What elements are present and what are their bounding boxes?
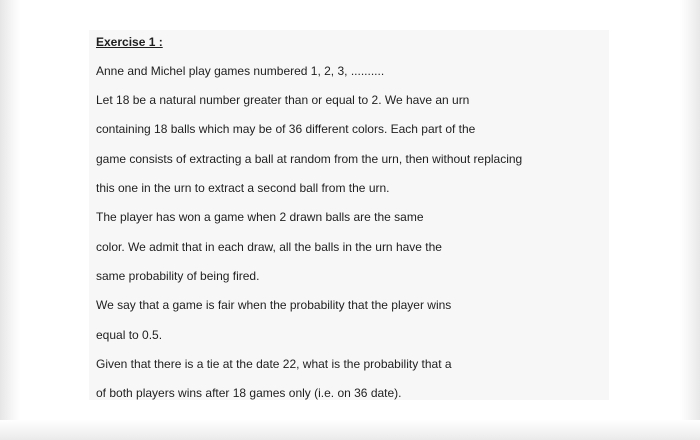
page-edge-bottom (0, 420, 700, 440)
exercise-line-3: containing 18 balls which may be of 36 different colors. Each part of the (96, 122, 476, 136)
exercise-line-6: The player has won a game when 2 drawn balls are the same (96, 210, 424, 224)
exercise-line-9: We say that a game is fair when the probability that the player wins (96, 298, 452, 312)
exercise-line-8: same probability of being fired. (96, 269, 260, 283)
exercise-line-2: Let 18 be a natural number greater than or equal to 2. We have an urn (96, 93, 470, 107)
exercise-line-11: Given that there is a tie at the date 22, what is the probability that a (96, 357, 452, 371)
exercise-line-1: Anne and Michel play games numbered 1, 2, 3, .......... (96, 64, 385, 78)
exercise-line-4: game consists of extracting a ball at random from the urn, then without replacing (96, 152, 523, 166)
exercise-line-5: this one in the urn to extract a second ball from the urn. (96, 181, 390, 195)
exercise-line-12: of both players wins after 18 games only (i.e. on 36 date). (96, 386, 402, 400)
page-edge-left (0, 0, 20, 440)
exercise-line-10: equal to 0.5. (96, 328, 163, 342)
exercise-line-7: color. We admit that in each draw, all the balls in the urn have the (96, 240, 442, 254)
exercise-title: Exercise 1 : (96, 35, 163, 49)
page-edge-right (680, 0, 700, 440)
